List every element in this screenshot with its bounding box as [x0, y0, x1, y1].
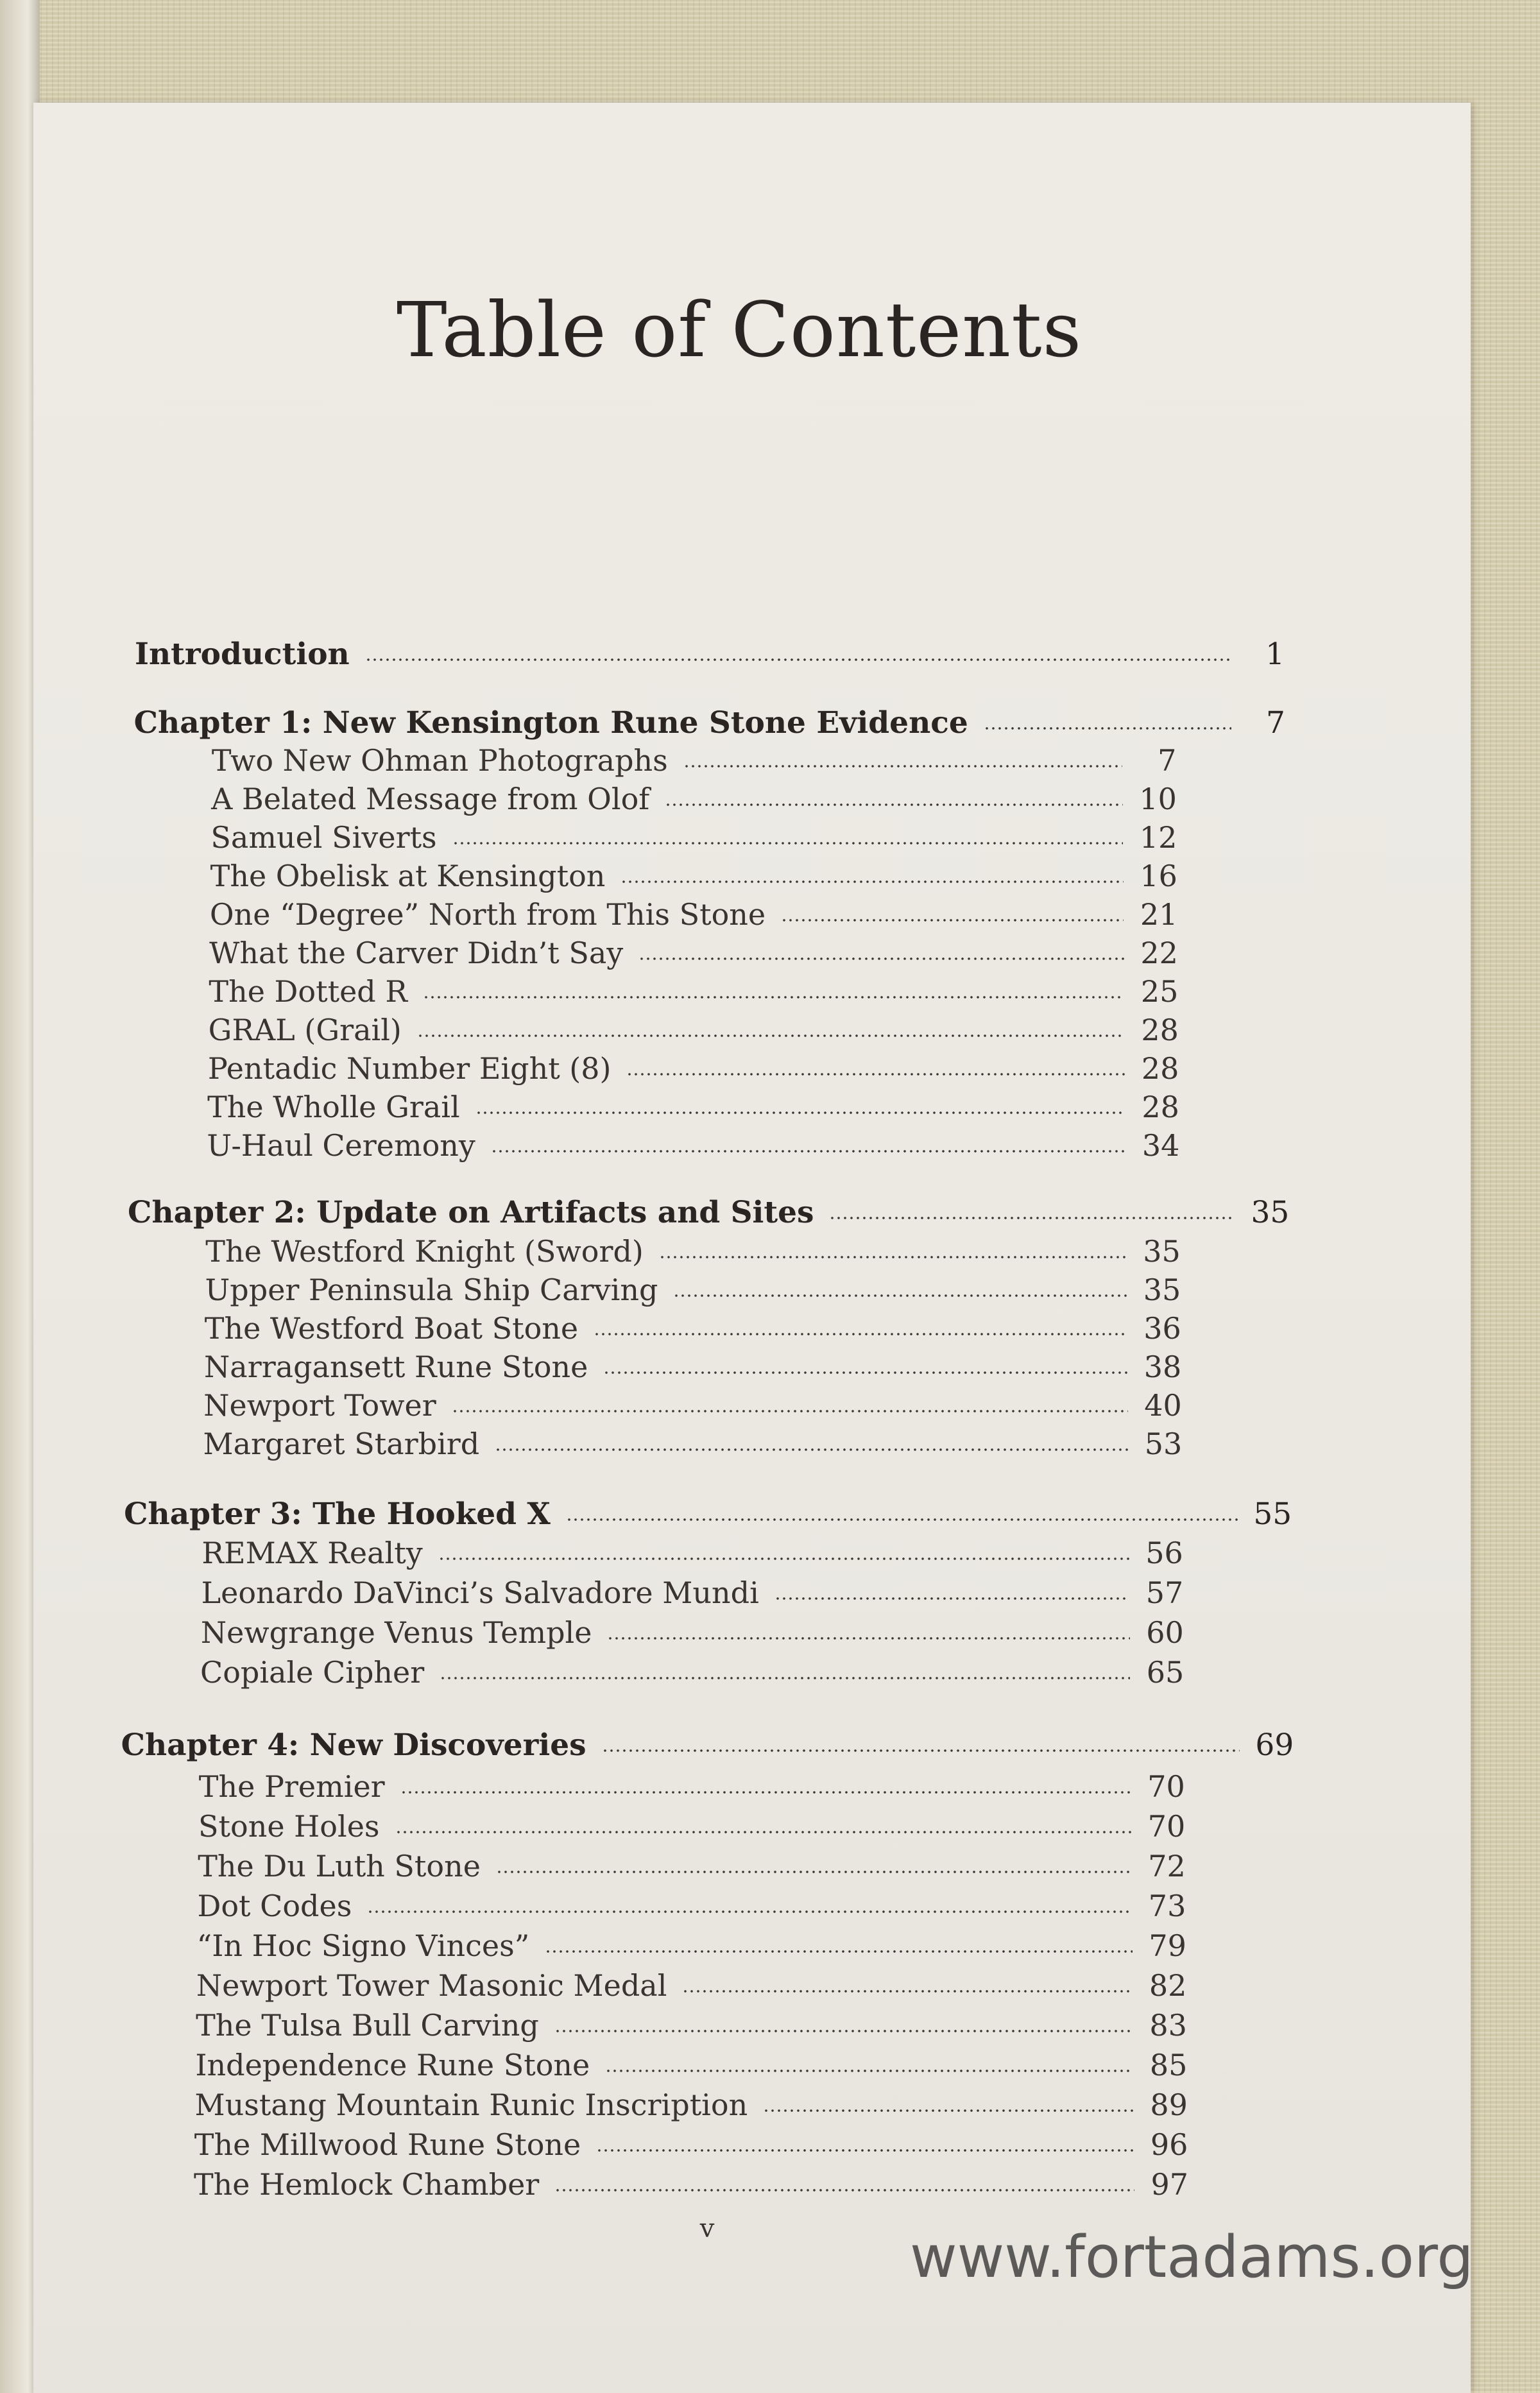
toc-entry-label: GRAL (Grail)	[208, 1013, 402, 1047]
toc-entry-label: The Millwood Rune Stone	[194, 2127, 581, 2162]
toc-entry-label: What the Carver Didn’t Say	[209, 936, 624, 970]
toc-entry-page-number: 89	[1150, 2088, 1188, 2122]
toc-entry-label: Chapter 3: The Hooked X	[124, 1497, 551, 1532]
toc-entry-label: Copiale Cipher	[200, 1655, 425, 1690]
dot-leader	[438, 1554, 1129, 1563]
toc-section-entry	[196, 2006, 1187, 2045]
toc-section-entry	[207, 1126, 1179, 1165]
toc-entry-page-number: 12	[1139, 820, 1177, 855]
dot-leader	[781, 916, 1124, 925]
toc-entry-label: Dot Codes	[197, 1889, 352, 1923]
toc-entry-label: The Tulsa Bull Carving	[196, 2008, 539, 2043]
watermark-text: www.fortadams.org	[910, 2224, 1474, 2291]
toc-entry-page-number: 60	[1146, 1615, 1184, 1650]
dot-leader	[452, 1407, 1128, 1416]
toc-chapter-heading	[124, 1495, 1292, 1534]
toc-section-entry	[203, 1386, 1182, 1425]
toc-section-entry	[200, 1653, 1184, 1692]
toc-entry-label: Chapter 4: New Discoveries	[121, 1728, 586, 1763]
toc-entry-label: Introduction	[135, 637, 350, 672]
dot-leader	[545, 1947, 1133, 1956]
dot-leader	[417, 1031, 1125, 1040]
toc-section-entry	[201, 1574, 1184, 1612]
dot-leader	[603, 1368, 1127, 1377]
toc-entry-page-number: 35	[1251, 1195, 1290, 1230]
dot-leader	[594, 1330, 1127, 1339]
toc-section-entry	[194, 2125, 1188, 2164]
dot-leader	[763, 2106, 1134, 2115]
toc-entry-label: One “Degree” North from This Stone	[209, 897, 766, 932]
dot-leader	[423, 993, 1124, 1002]
toc-entry-page-number: 16	[1140, 859, 1177, 893]
toc-section-entry	[197, 1887, 1186, 1925]
dot-leader	[605, 2066, 1133, 2075]
toc-entry-page-number: 1	[1265, 637, 1285, 672]
dot-leader	[682, 1987, 1133, 1996]
toc-section-entry	[199, 1767, 1185, 1806]
toc-section-entry	[211, 780, 1177, 818]
toc-entry-label: Newport Tower Masonic Medal	[196, 1968, 667, 2003]
dot-leader	[566, 1515, 1238, 1524]
dot-leader	[596, 2146, 1134, 2155]
toc-entry-page-number: 96	[1150, 2127, 1188, 2162]
toc-section-entry	[207, 1088, 1179, 1126]
page-number: v	[699, 2214, 715, 2243]
toc-section-entry	[209, 1011, 1179, 1049]
toc-section-entry	[194, 2165, 1188, 2204]
toc-entry-page-number: 34	[1142, 1128, 1180, 1163]
toc-section-entry	[210, 857, 1177, 895]
toc-entry-label: Chapter 1: New Kensington Rune Stone Evidence	[133, 705, 968, 741]
toc-entry-page-number: 85	[1149, 2048, 1188, 2082]
dot-leader	[673, 1291, 1127, 1300]
toc-entry-label: Margaret Starbird	[203, 1427, 480, 1461]
toc-entry-label: U-Haul Ceremony	[207, 1128, 475, 1163]
toc-section-entry	[201, 1534, 1183, 1572]
toc-section-entry	[212, 741, 1176, 780]
toc-section-entry	[196, 1966, 1186, 2005]
toc-entry-label: Narragansett Rune Stone	[204, 1350, 588, 1384]
dot-leader	[984, 724, 1231, 733]
toc-entry-page-number: 69	[1255, 1728, 1294, 1763]
toc-section-entry	[209, 934, 1178, 972]
toc-entry-page-number: 28	[1141, 1013, 1179, 1047]
dot-leader	[400, 1788, 1131, 1797]
dot-leader	[554, 2027, 1133, 2036]
toc-entry-label: Chapter 2: Update on Artifacts and Sites	[128, 1195, 814, 1230]
book-page	[33, 103, 1474, 2393]
toc-entry-page-number: 72	[1148, 1849, 1186, 1883]
toc-entry-label: Pentadic Number Eight (8)	[207, 1051, 612, 1086]
toc-entry-label: A Belated Message from Olof	[211, 782, 650, 816]
toc-list	[33, 103, 1474, 2393]
toc-entry-page-number: 35	[1143, 1273, 1181, 1307]
toc-entry-introduction	[135, 635, 1285, 674]
toc-section-entry	[198, 1807, 1185, 1846]
toc-entry-page-number: 97	[1151, 2167, 1188, 2202]
toc-entry-label: The Dotted R	[209, 974, 408, 1009]
toc-entry-label: Samuel Siverts	[210, 820, 437, 855]
toc-entry-page-number: 35	[1143, 1234, 1181, 1269]
toc-entry-page-number: 65	[1146, 1655, 1185, 1690]
toc-entry-page-number: 7	[1158, 743, 1177, 778]
toc-entry-label: The Westford Knight (Sword)	[205, 1234, 644, 1269]
dot-leader	[607, 1634, 1129, 1643]
toc-entry-page-number: 70	[1147, 1809, 1186, 1844]
toc-entry-page-number: 55	[1253, 1497, 1292, 1532]
toc-entry-label: The Obelisk at Kensington	[210, 859, 606, 893]
dot-leader	[440, 1674, 1130, 1683]
toc-entry-page-number: 7	[1265, 705, 1285, 741]
toc-section-entry	[204, 1348, 1181, 1386]
toc-entry-page-number: 56	[1145, 1536, 1183, 1570]
dot-leader	[491, 1147, 1125, 1156]
toc-entry-label: Two New Ohman Photographs	[211, 743, 668, 778]
toc-section-entry	[198, 1847, 1186, 1885]
toc-entry-label: Newgrange Venus Temple	[200, 1615, 592, 1650]
toc-entry-page-number: 70	[1147, 1769, 1185, 1804]
dot-leader	[365, 655, 1231, 664]
toc-entry-page-number: 82	[1149, 1968, 1187, 2003]
page-title: Table of Contents	[396, 286, 1082, 374]
toc-entry-label: Leonardo DaVinci’s Salvadore Mundi	[201, 1575, 759, 1610]
toc-entry-page-number: 25	[1140, 974, 1179, 1009]
toc-entry-page-number: 73	[1148, 1889, 1186, 1923]
toc-entry-page-number: 28	[1141, 1051, 1179, 1086]
dot-leader	[638, 954, 1124, 963]
toc-chapter-heading	[128, 1194, 1289, 1232]
toc-entry-page-number: 10	[1139, 782, 1177, 816]
toc-entry-label: REMAX Realty	[201, 1536, 423, 1570]
toc-section-entry	[209, 972, 1178, 1011]
toc-entry-label: The Wholle Grail	[207, 1090, 460, 1124]
dot-leader	[475, 1108, 1125, 1117]
dot-leader	[367, 1907, 1132, 1916]
toc-chapter-heading	[134, 704, 1285, 742]
toc-section-entry	[210, 895, 1177, 934]
dot-leader	[829, 1214, 1235, 1222]
toc-entry-page-number: 38	[1143, 1350, 1182, 1384]
toc-entry-page-number: 22	[1140, 936, 1178, 970]
toc-entry-page-number: 53	[1144, 1427, 1183, 1461]
dot-leader	[554, 2186, 1134, 2195]
toc-chapter-heading	[121, 1726, 1294, 1765]
toc-section-entry	[205, 1232, 1181, 1271]
dot-leader	[452, 839, 1124, 848]
toc-entry-label: Stone Holes	[198, 1809, 380, 1844]
toc-section-entry	[197, 1926, 1186, 1965]
dot-leader	[665, 800, 1123, 809]
dot-leader	[626, 1070, 1125, 1079]
toc-section-entry	[201, 1613, 1184, 1652]
dot-leader	[659, 1253, 1127, 1262]
dot-leader	[620, 877, 1123, 886]
dot-leader	[395, 1828, 1132, 1837]
toc-entry-page-number: 21	[1140, 897, 1178, 932]
toc-entry-label: Independence Rune Stone	[195, 2048, 590, 2082]
dot-leader	[496, 1867, 1132, 1876]
toc-entry-page-number: 79	[1149, 1928, 1186, 1963]
toc-section-entry	[195, 2046, 1187, 2084]
toc-section-entry	[195, 2086, 1188, 2124]
toc-section-entry	[205, 1309, 1181, 1348]
toc-entry-label: The Westford Boat Stone	[204, 1311, 579, 1346]
toc-entry-page-number: 83	[1149, 2008, 1187, 2043]
toc-section-entry	[208, 1049, 1179, 1088]
dot-leader	[683, 762, 1123, 771]
toc-entry-label: “In Hoc Signo Vinces”	[196, 1928, 530, 1963]
toc-section-entry	[205, 1271, 1181, 1309]
toc-section-entry	[210, 818, 1177, 857]
dot-leader	[774, 1594, 1129, 1603]
toc-entry-label: The Du Luth Stone	[198, 1849, 481, 1883]
toc-entry-label: Upper Peninsula Ship Carving	[205, 1273, 658, 1307]
toc-entry-label: Newport Tower	[203, 1388, 436, 1423]
dot-leader	[495, 1445, 1128, 1454]
toc-entry-label: The Premier	[198, 1769, 385, 1804]
toc-entry-label: The Hemlock Chamber	[194, 2167, 540, 2202]
dot-leader	[602, 1746, 1240, 1755]
toc-entry-label: Mustang Mountain Runic Inscription	[194, 2088, 748, 2122]
toc-section-entry	[203, 1425, 1183, 1463]
toc-entry-page-number: 57	[1145, 1575, 1184, 1610]
toc-entry-page-number: 36	[1143, 1311, 1181, 1346]
toc-entry-page-number: 28	[1142, 1090, 1179, 1124]
toc-entry-page-number: 40	[1144, 1388, 1182, 1423]
